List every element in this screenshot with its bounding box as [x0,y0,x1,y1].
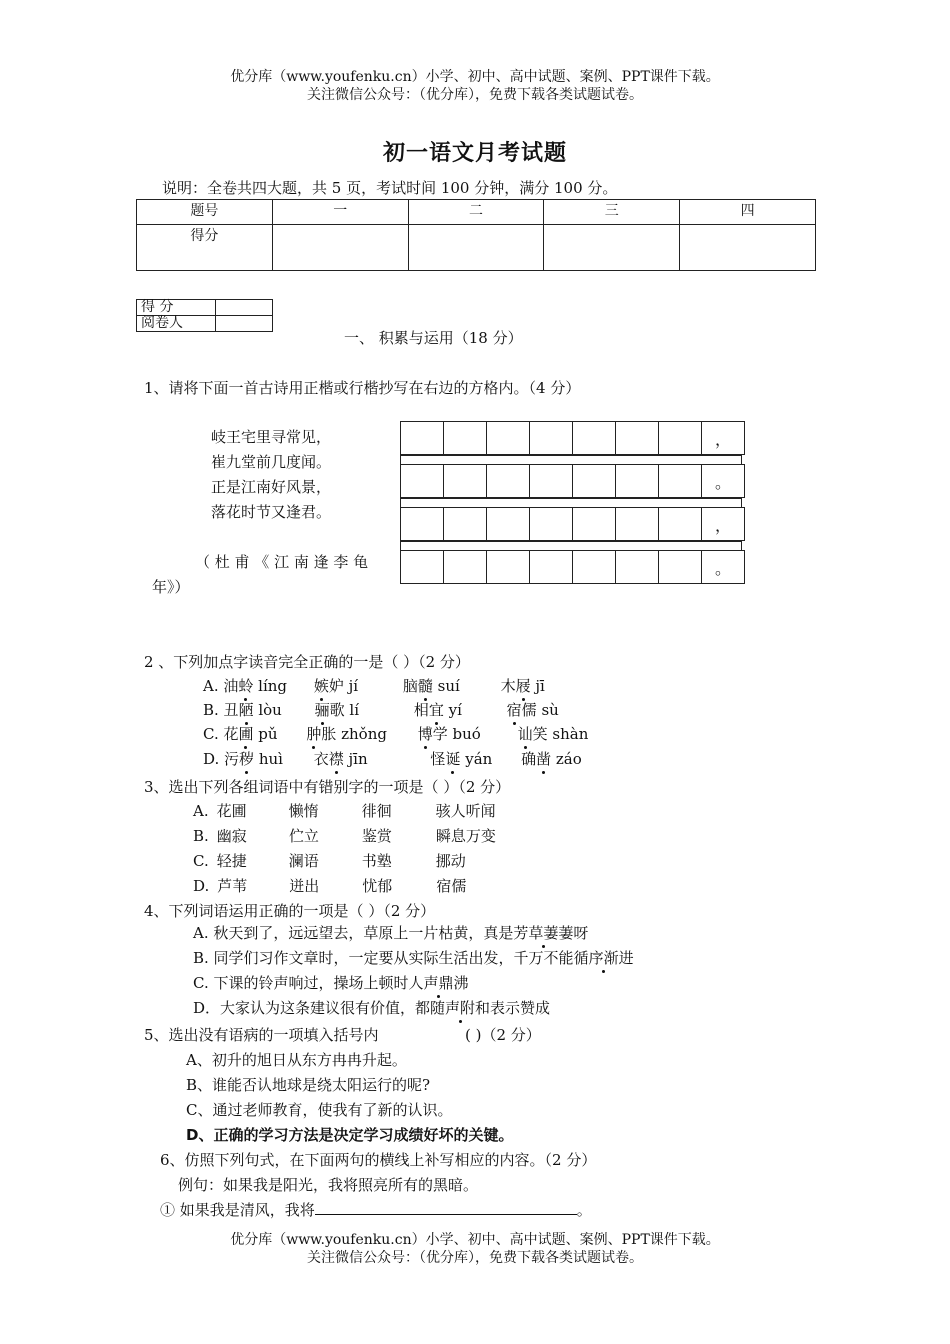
grid-cell[interactable] [444,422,487,455]
q5-option-a: A、初升的旭日从东方冉冉升起。 [186,1051,407,1069]
grid-cell[interactable] [659,551,702,584]
q2-option-c: C. 花圃 pǔ 肿胀 zhǒng 博学 buó 讪笑 shàn [203,725,589,743]
copy-grid-row-4 [400,550,745,584]
score-table-score-label: 得分 [137,225,273,271]
grid-cell[interactable] [530,508,573,541]
score-cell-3[interactable] [544,225,680,271]
q4-option-b: B. 同学们习作文章时，一定要从实际生活出发，千万不能循序渐进 [193,949,634,967]
q3-option-a: A. 花圃 懒惰 徘徊 骇人听闻 [193,802,496,820]
q2-option-d: D. 污秽 huì 衣襟 jīn 怪诞 yán 确凿 záo [203,750,582,768]
grid-cell[interactable] [444,551,487,584]
q6-example: 例句：如果我是阳光，我将照亮所有的黑暗。 [178,1176,479,1194]
footer-line-2: 关注微信公众号：（优分库），免费下载各类试题试卷。 [307,1250,643,1266]
grid-cell[interactable] [401,508,444,541]
grid-punct-cell: ， [702,508,745,541]
grid-cell[interactable] [487,551,530,584]
grader-table [136,299,273,332]
poem-line-2: 崔九堂前几度闻。 [211,453,332,471]
grid-cell[interactable] [616,422,659,455]
q3-option-b: B. 幽寂 伫立 鉴赏 瞬息万变 [193,827,496,845]
q2-option-b: B. 丑陋 lòu 骊歌 lí 相宜 yí 宿儒 sù [203,701,559,719]
section-1-heading: 一、 积累与运用（18 分） [344,329,523,347]
score-table-col-2: 二 [408,200,544,225]
grid-cell[interactable] [401,422,444,455]
grid-punct-cell: 。 [702,551,745,584]
q4-text: 4、下列词语运用正确的一项是（ ）（2 分） [144,902,436,920]
poem-author-line-1: （ 杜 甫 《 江 南 逢 李 龟 [195,553,369,571]
grid-cell[interactable] [444,465,487,498]
score-table-col-4: 四 [680,200,816,225]
footer-line-1: 优分库（www.youfenku.cn）小学、初中、高中试题、案例、PPT课件下载。 [230,1232,720,1248]
grid-punct-cell: 。 [702,465,745,498]
grid-cell[interactable] [530,422,573,455]
grid-cell[interactable] [444,508,487,541]
q3-option-d: D. 芦苇 迸出 忧郁 宿儒 [193,877,467,895]
score-table-col-3: 三 [544,200,680,225]
score-cell-2[interactable] [408,225,544,271]
grid-cell[interactable] [616,551,659,584]
grid-cell[interactable] [659,508,702,541]
grid-cell[interactable] [573,551,616,584]
grid-cell[interactable] [616,508,659,541]
instructions: 说明：全卷共四大题，共 5 页，考试时间 100 分钟，满分 100 分。 [162,179,618,197]
copy-grid-row-2 [400,464,745,498]
q3-option-c: C. 轻捷 澜语 书塾 挪动 [193,852,466,870]
copy-grid-row-3 [400,507,745,541]
grid-cell[interactable] [487,508,530,541]
header-line-1: 优分库（www.youfenku.cn）小学、初中、高中试题、案例、PPT课件下载。 [230,69,720,85]
q2-option-a: A. 油蛉 líng 嫉妒 jí 脑髓 suí 木屐 jī [203,677,545,695]
copy-grid-row-1 [400,421,745,455]
q5-option-d: D、正确的学习方法是决定学习成绩好坏的关键。 [186,1126,514,1144]
q5-option-c: C、通过老师教育，使我有了新的认识。 [186,1101,453,1119]
q1-text: 1、请将下面一首古诗用正楷或行楷抄写在右边的方格内。（4 分） [144,379,581,397]
q6-item-1: ① 如果我是清风，我将 。 [160,1201,592,1219]
q3-text: 3、选出下列各组词语中有错别字的一项是（ ）（2 分） [144,778,511,796]
score-table [136,199,816,271]
grid-cell[interactable] [573,508,616,541]
poem-line-3: 正是江南好风景， [211,478,332,496]
grid-cell[interactable] [616,465,659,498]
poem-line-4: 落花时节又逢君。 [211,503,332,521]
grid-cell[interactable] [487,465,530,498]
grader-name-label: 阅卷人 [137,316,216,332]
poem-author-line-2: 年》） [152,578,190,596]
grid-cell[interactable] [659,465,702,498]
score-cell-4[interactable] [680,225,816,271]
grader-name-cell[interactable] [216,316,273,332]
grid-cell[interactable] [401,551,444,584]
score-cell-1[interactable] [272,225,408,271]
header-line-2: 关注微信公众号：（优分库），免费下载各类试题试卷。 [307,87,643,103]
grid-cell[interactable] [573,465,616,498]
score-table-header-label: 题号 [137,200,273,225]
q6-text: 6、仿照下列句式，在下面两句的横线上补写相应的内容。（2 分） [160,1151,597,1169]
grid-cell[interactable] [401,465,444,498]
q5-answer-paren: ( )（2 分） [465,1026,541,1044]
q6-answer-blank[interactable] [315,1200,577,1215]
grid-cell[interactable] [487,422,530,455]
q5-option-b: B、谁能否认地球是绕太阳运行的呢? [186,1076,431,1094]
grid-cell[interactable] [659,422,702,455]
q5-text: 5、选出没有语病的一项填入括号内 [144,1026,379,1044]
grid-punct-cell: ， [702,422,745,455]
grader-score-cell[interactable] [216,300,273,316]
q4-option-c: C. 下课的铃声响过，操场上顿时人声鼎沸 [193,974,469,992]
grid-cell[interactable] [530,465,573,498]
q4-option-d: D．大家认为这条建议很有价值，都随声附和表示赞成 [193,999,551,1017]
grid-cell[interactable] [530,551,573,584]
grid-cell[interactable] [573,422,616,455]
grader-score-label: 得 分 [137,300,216,316]
page-title: 初一语文月考试题 [382,140,567,166]
poem-line-1: 岐王宅里寻常见， [211,428,332,446]
score-table-col-1: 一 [272,200,408,225]
q4-option-a: A. 秋天到了，远远望去，草原上一片枯黄，真是芳草萋萋呀 [193,924,589,942]
q2-text: 2 、下列加点字读音完全正确的一是（ ）（2 分） [144,653,470,671]
